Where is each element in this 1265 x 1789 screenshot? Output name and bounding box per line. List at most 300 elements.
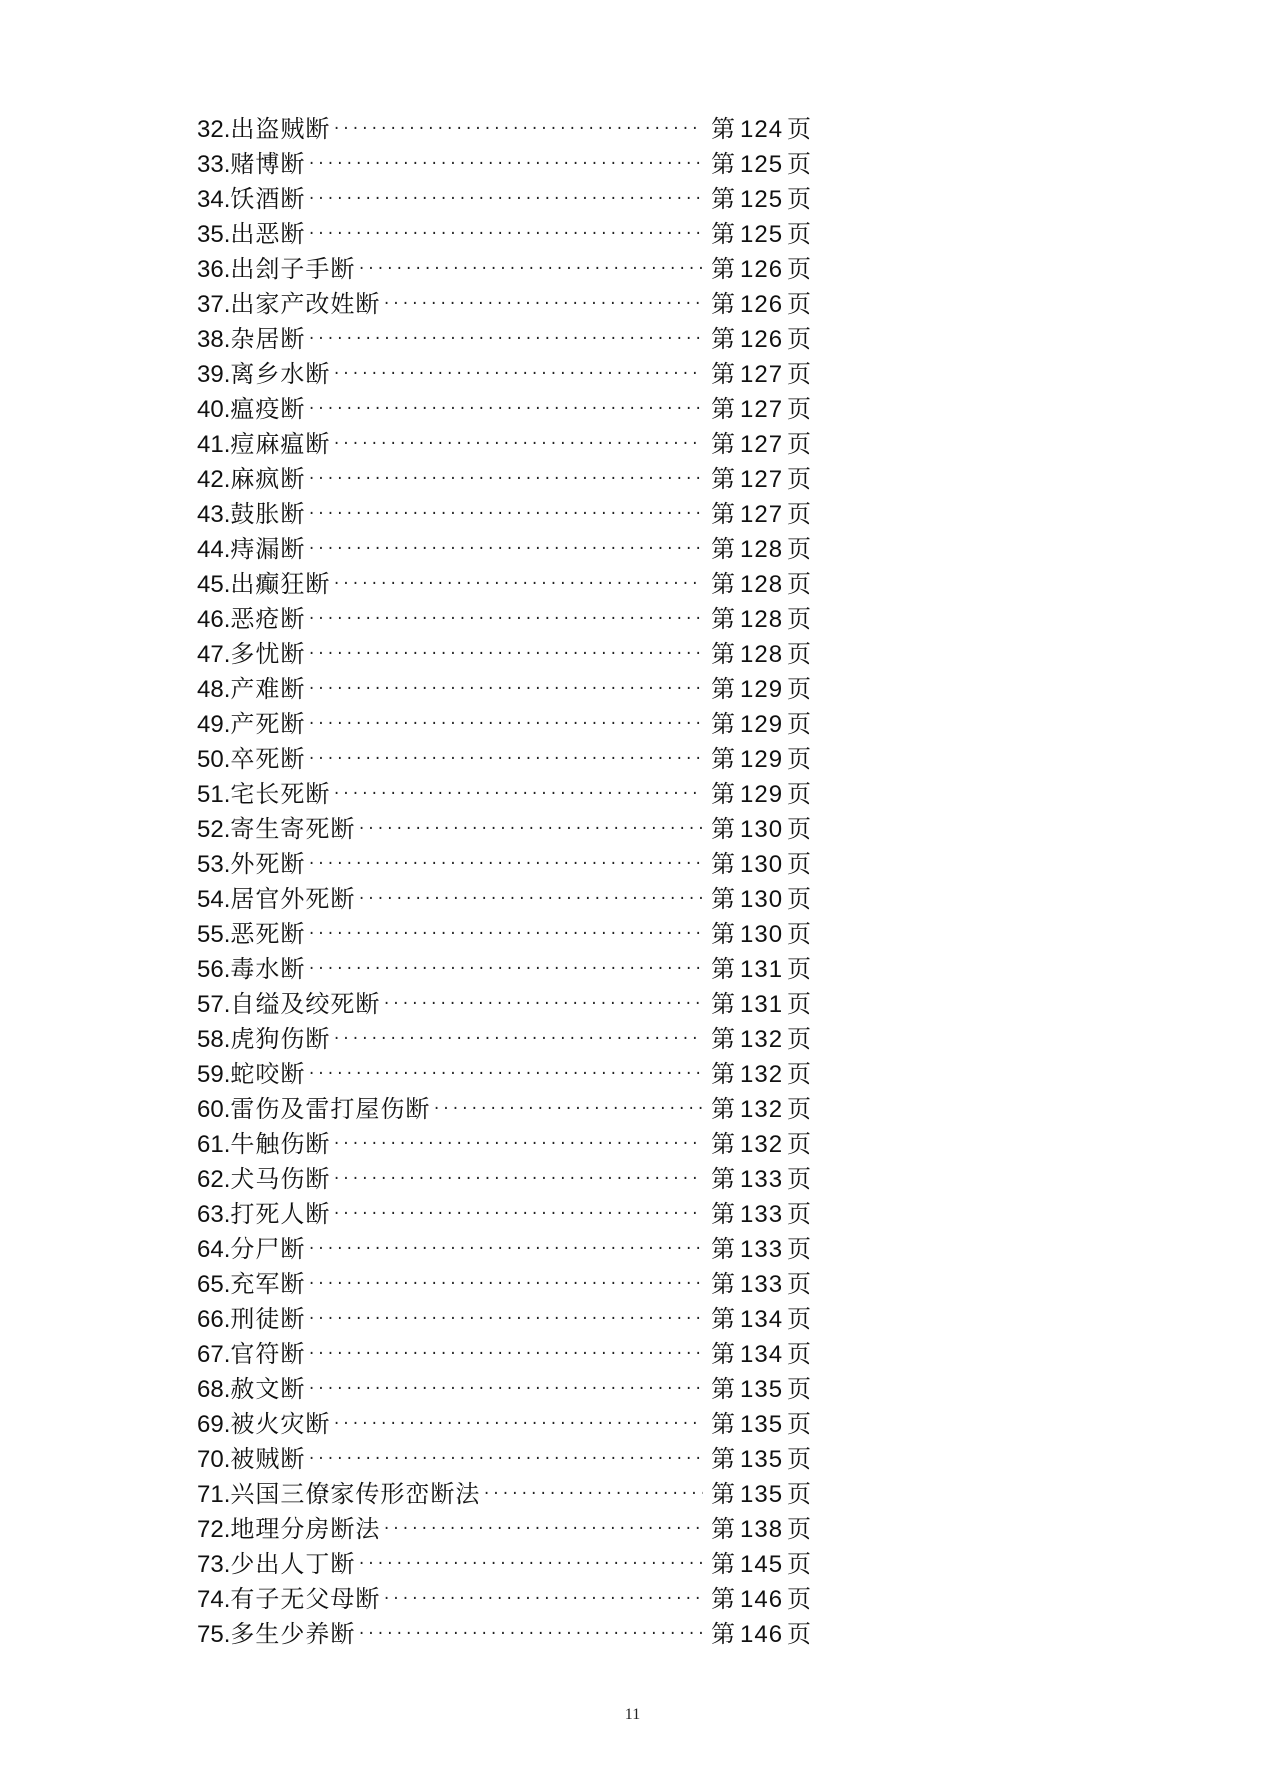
toc-entry-title: 赦文断: [230, 1375, 306, 1403]
dot-leader: [357, 252, 703, 287]
toc-entry-page: [711, 882, 817, 917]
toc-entry[interactable]: [197, 742, 817, 777]
page-value: 135: [740, 1376, 784, 1403]
dot-leader: [332, 112, 703, 147]
page-prefix: 第: [711, 885, 736, 913]
dot-leader: [307, 917, 703, 952]
page-suffix: 页: [787, 955, 813, 983]
page-prefix: 第: [711, 150, 736, 178]
toc-entry-title: 产死断: [230, 710, 306, 738]
page-suffix: 页: [787, 1340, 813, 1368]
page-suffix: 页: [787, 465, 813, 493]
toc-entry-page: [711, 1372, 817, 1407]
toc-entry[interactable]: [197, 217, 817, 252]
toc-entry-title: 多忧断: [230, 640, 306, 668]
toc-entry[interactable]: [197, 952, 817, 987]
toc-entry-page: [711, 287, 817, 322]
page-prefix: 第: [711, 1305, 736, 1333]
toc-entry-title: 打死人断: [230, 1200, 331, 1228]
page-prefix: 第: [711, 1480, 736, 1508]
toc-entry-title: 地理分房断法: [230, 1515, 381, 1543]
toc-entry-number: 56.: [197, 956, 231, 983]
toc-entry-page: [711, 147, 817, 182]
toc-entry-title: 蛇咬断: [230, 1060, 306, 1088]
page-prefix: 第: [711, 115, 736, 143]
toc-entry-page: [711, 567, 817, 602]
toc-entry[interactable]: [197, 672, 817, 707]
page-value: 130: [740, 921, 784, 948]
page-value: 129: [740, 781, 784, 808]
toc-entry[interactable]: [197, 287, 817, 322]
dot-leader: [307, 147, 703, 182]
toc-entry-number: 47.: [197, 641, 231, 668]
page-prefix: 第: [711, 290, 736, 318]
toc-entry-title: 官符断: [230, 1340, 306, 1368]
toc-entry-title: 被贼断: [230, 1445, 306, 1473]
toc-entry[interactable]: [197, 1057, 817, 1092]
dot-leader: [307, 742, 703, 777]
page-prefix: 第: [711, 1375, 736, 1403]
toc-entry-number: 38.: [197, 326, 231, 353]
page-prefix: 第: [711, 395, 736, 423]
dot-leader: [332, 1162, 703, 1197]
page-suffix: 页: [787, 325, 813, 353]
page-suffix: 页: [787, 1025, 813, 1053]
page-suffix: 页: [787, 430, 813, 458]
page-number: 11: [624, 1706, 641, 1723]
toc-entry-number: 39.: [197, 361, 231, 388]
toc-entry-page: [711, 1162, 817, 1197]
toc-entry-page: [711, 357, 817, 392]
page-value: 126: [740, 326, 784, 353]
page-value: 125: [740, 186, 784, 213]
toc-entry-number: 68.: [197, 1376, 231, 1403]
toc-entry-title: 刑徒断: [230, 1305, 306, 1333]
toc-entry[interactable]: [197, 1477, 817, 1512]
page-suffix: 页: [787, 1165, 813, 1193]
toc-entry[interactable]: [197, 1547, 817, 1582]
dot-leader: [332, 1197, 703, 1232]
page-prefix: 第: [711, 360, 736, 388]
page-prefix: 第: [711, 640, 736, 668]
page-suffix: 页: [787, 395, 813, 423]
toc-entry[interactable]: [197, 917, 817, 952]
toc-entry-title: 多生少养断: [230, 1620, 356, 1648]
dot-leader: [307, 497, 703, 532]
page-prefix: 第: [711, 850, 736, 878]
page-prefix: 第: [711, 1515, 736, 1543]
dot-leader: [307, 707, 703, 742]
toc-entry-title: 出家产改姓断: [230, 290, 381, 318]
dot-leader: [307, 1442, 703, 1477]
toc-entry-number: 54.: [197, 886, 231, 913]
page-value: 134: [740, 1341, 784, 1368]
toc-entry-title: 离乡水断: [230, 360, 331, 388]
toc-entry[interactable]: [197, 1512, 817, 1547]
toc-entry-number: 74.: [197, 1586, 231, 1613]
toc-entry-title: 卒死断: [230, 745, 306, 773]
toc-entry-number: 53.: [197, 851, 231, 878]
page-prefix: 第: [711, 1270, 736, 1298]
toc-entry-page: [711, 847, 817, 882]
toc-entry[interactable]: [197, 357, 817, 392]
page-suffix: 页: [787, 920, 813, 948]
page-prefix: 第: [711, 1550, 736, 1578]
toc-entry-number: 65.: [197, 1271, 231, 1298]
page-suffix: 页: [787, 640, 813, 668]
toc-entry-page: [711, 112, 817, 147]
page-suffix: 页: [787, 710, 813, 738]
toc-entry-title: 分尸断: [230, 1235, 306, 1263]
toc-entry-page: [711, 1512, 817, 1547]
page-suffix: 页: [787, 780, 813, 808]
toc-entry-number: 51.: [197, 781, 231, 808]
toc-entry[interactable]: [197, 1582, 817, 1617]
toc-entry-title: 少出人丁断: [230, 1550, 356, 1578]
dot-leader: [382, 987, 703, 1022]
dot-leader: [332, 1022, 703, 1057]
toc-entry-page: [711, 1057, 817, 1092]
page-suffix: 页: [787, 115, 813, 143]
toc-entry[interactable]: [197, 847, 817, 882]
dot-leader: [332, 1127, 703, 1162]
toc-entry-number: 44.: [197, 536, 231, 563]
toc-entry-page: [711, 182, 817, 217]
page-suffix: 页: [787, 675, 813, 703]
page-value: 128: [740, 641, 784, 668]
dot-leader: [332, 427, 703, 462]
toc-entry-number: 34.: [197, 186, 231, 213]
toc-entry-title: 虎狗伤断: [230, 1025, 331, 1053]
page-prefix: 第: [711, 1130, 736, 1158]
page-prefix: 第: [711, 1340, 736, 1368]
dot-leader: [357, 812, 703, 847]
toc-entry-number: 46.: [197, 606, 231, 633]
page-suffix: 页: [787, 535, 813, 563]
toc-entry-page: [711, 812, 817, 847]
toc-entry[interactable]: [197, 1302, 817, 1337]
toc-entry-page: [711, 427, 817, 462]
toc-entry[interactable]: [197, 1232, 817, 1267]
toc-entry-page: [711, 987, 817, 1022]
toc-entry[interactable]: [197, 112, 817, 147]
toc-entry-page: [711, 1407, 817, 1442]
toc-entry-title: 鼓胀断: [230, 500, 306, 528]
page-value: 129: [740, 676, 784, 703]
page-prefix: 第: [711, 1165, 736, 1193]
dot-leader: [307, 847, 703, 882]
page-value: 132: [740, 1096, 784, 1123]
toc-entry[interactable]: [197, 497, 817, 532]
toc-entry-number: 52.: [197, 816, 231, 843]
toc-entry[interactable]: [197, 567, 817, 602]
toc-entry-number: 48.: [197, 676, 231, 703]
page-suffix: 页: [787, 815, 813, 843]
page-value: 130: [740, 886, 784, 913]
toc-entry-number: 32.: [197, 116, 231, 143]
page-suffix: 页: [787, 745, 813, 773]
toc-entry-title: 杂居断: [230, 325, 306, 353]
toc-entry[interactable]: [197, 147, 817, 182]
toc-entry-title: 出盗贼断: [230, 115, 331, 143]
toc-entry-page: [711, 672, 817, 707]
page-value: 125: [740, 151, 784, 178]
toc-entry-number: 49.: [197, 711, 231, 738]
dot-leader: [307, 1057, 703, 1092]
toc-entry-page: [711, 952, 817, 987]
page-prefix: 第: [711, 430, 736, 458]
page-suffix: 页: [787, 1130, 813, 1158]
dot-leader: [382, 1512, 703, 1547]
page-value: 127: [740, 431, 784, 458]
toc-entry-page: [711, 252, 817, 287]
toc-entry[interactable]: [197, 1337, 817, 1372]
toc-entry-page: [711, 532, 817, 567]
toc-entry-title: 雷伤及雷打屋伤断: [230, 1095, 431, 1123]
page-suffix: 页: [787, 1515, 813, 1543]
dot-leader: [482, 1477, 703, 1512]
dot-leader: [307, 952, 703, 987]
page-suffix: 页: [787, 1550, 813, 1578]
toc-entry[interactable]: [197, 532, 817, 567]
toc-entry-title: 恶死断: [230, 920, 306, 948]
toc-entry[interactable]: [197, 322, 817, 357]
toc-entry-title: 被火灾断: [230, 1410, 331, 1438]
toc-entry-number: 37.: [197, 291, 231, 318]
page-value: 129: [740, 746, 784, 773]
page-suffix: 页: [787, 1270, 813, 1298]
toc-entry[interactable]: [197, 812, 817, 847]
toc-entry-page: [711, 392, 817, 427]
page-value: 128: [740, 536, 784, 563]
dot-leader: [332, 1407, 703, 1442]
toc-entry-number: 69.: [197, 1411, 231, 1438]
toc-entry-title: 出刽子手断: [230, 255, 356, 283]
page-prefix: 第: [711, 220, 736, 248]
toc-entry[interactable]: [197, 1617, 817, 1652]
dot-leader: [307, 392, 703, 427]
page-value: 127: [740, 466, 784, 493]
page-prefix: 第: [711, 990, 736, 1018]
toc-entry-number: 70.: [197, 1446, 231, 1473]
toc-entry-title: 痔漏断: [230, 535, 306, 563]
toc-entry[interactable]: [197, 602, 817, 637]
toc-entry-title: 赌博断: [230, 150, 306, 178]
dot-leader: [307, 462, 703, 497]
dot-leader: [382, 287, 703, 322]
toc-entry-page: [711, 917, 817, 952]
page-value: 133: [740, 1201, 784, 1228]
toc-entry[interactable]: [197, 182, 817, 217]
page-value: 128: [740, 606, 784, 633]
toc-entry-title: 寄生寄死断: [230, 815, 356, 843]
toc-entry-title: 兴国三僚家传形峦断法: [230, 1480, 481, 1508]
page-prefix: 第: [711, 1620, 736, 1648]
toc-entry[interactable]: [197, 1442, 817, 1477]
toc-entry-number: 35.: [197, 221, 231, 248]
page-suffix: 页: [787, 850, 813, 878]
page-prefix: 第: [711, 255, 736, 283]
toc-entry-title: 外死断: [230, 850, 306, 878]
toc-entry-number: 73.: [197, 1551, 231, 1578]
page-value: 133: [740, 1166, 784, 1193]
toc-entry-page: [711, 777, 817, 812]
dot-leader: [307, 1337, 703, 1372]
toc-entry-title: 出恶断: [230, 220, 306, 248]
toc-entry[interactable]: [197, 1162, 817, 1197]
toc-entry-page: [711, 742, 817, 777]
dot-leader: [307, 217, 703, 252]
toc-entry-number: 63.: [197, 1201, 231, 1228]
dot-leader: [307, 322, 703, 357]
toc-entry-title: 出癫狂断: [230, 570, 331, 598]
page-value: 135: [740, 1481, 784, 1508]
dot-leader: [382, 1582, 703, 1617]
page-value: 130: [740, 851, 784, 878]
toc-entry[interactable]: [197, 1197, 817, 1232]
toc-entry-number: 62.: [197, 1166, 231, 1193]
toc-entry-number: 58.: [197, 1026, 231, 1053]
toc-entry-page: [711, 462, 817, 497]
page-value: 125: [740, 221, 784, 248]
toc-entry-page: [711, 1617, 817, 1652]
page-value: 130: [740, 816, 784, 843]
toc-entry[interactable]: [197, 1092, 817, 1127]
dot-leader: [307, 182, 703, 217]
toc-entry-number: 67.: [197, 1341, 231, 1368]
dot-leader: [357, 882, 703, 917]
toc-entry-page: [711, 1582, 817, 1617]
toc-entry-title: 充军断: [230, 1270, 306, 1298]
dot-leader: [357, 1617, 703, 1652]
page-suffix: 页: [787, 570, 813, 598]
toc-entry-page: [711, 1302, 817, 1337]
toc-entry-number: 66.: [197, 1306, 231, 1333]
toc-entry-number: 72.: [197, 1516, 231, 1543]
toc-entry[interactable]: [197, 882, 817, 917]
page-suffix: 页: [787, 885, 813, 913]
toc-entry-title: 毒水断: [230, 955, 306, 983]
page-value: 131: [740, 956, 784, 983]
page-value: 138: [740, 1516, 784, 1543]
toc-entry-page: [711, 1022, 817, 1057]
toc-entry-number: 64.: [197, 1236, 231, 1263]
toc-entry-page: [711, 322, 817, 357]
page-value: 133: [740, 1236, 784, 1263]
toc-entry[interactable]: [197, 987, 817, 1022]
page-suffix: 页: [787, 1235, 813, 1263]
dot-leader: [432, 1092, 703, 1127]
toc-entry-number: 33.: [197, 151, 231, 178]
toc-entry[interactable]: [197, 637, 817, 672]
page-value: 133: [740, 1271, 784, 1298]
page-value: 132: [740, 1131, 784, 1158]
page-prefix: 第: [711, 780, 736, 808]
toc-entry-title: 痘麻瘟断: [230, 430, 331, 458]
page-prefix: 第: [711, 535, 736, 563]
page-suffix: 页: [787, 1410, 813, 1438]
toc-entry-number: 50.: [197, 746, 231, 773]
toc-entry[interactable]: [197, 707, 817, 742]
dot-leader: [307, 672, 703, 707]
toc-entry[interactable]: [197, 777, 817, 812]
page-suffix: 页: [787, 500, 813, 528]
toc-entry-title: 自缢及绞死断: [230, 990, 381, 1018]
page-suffix: 页: [787, 1200, 813, 1228]
toc-entry[interactable]: [197, 427, 817, 462]
toc-entry-number: 36.: [197, 256, 231, 283]
toc-entry[interactable]: [197, 392, 817, 427]
toc-entry[interactable]: [197, 1022, 817, 1057]
toc-entry[interactable]: [197, 462, 817, 497]
page-value: 131: [740, 991, 784, 1018]
dot-leader: [307, 1372, 703, 1407]
toc-entry[interactable]: [197, 1267, 817, 1302]
page-suffix: 页: [787, 605, 813, 633]
toc-entry-number: 42.: [197, 466, 231, 493]
page-suffix: 页: [787, 1095, 813, 1123]
page-suffix: 页: [787, 220, 813, 248]
toc-entry-title: 居官外死断: [230, 885, 356, 913]
toc-entry[interactable]: [197, 1127, 817, 1162]
page-value: 146: [740, 1621, 784, 1648]
dot-leader: [307, 602, 703, 637]
dot-leader: [307, 1267, 703, 1302]
page-prefix: 第: [711, 745, 736, 773]
dot-leader: [357, 1547, 703, 1582]
page-value: 129: [740, 711, 784, 738]
toc-entry-page: [711, 602, 817, 637]
page-suffix: 页: [787, 1375, 813, 1403]
toc-entry-title: 产难断: [230, 675, 306, 703]
page-prefix: 第: [711, 1235, 736, 1263]
page-prefix: 第: [711, 1445, 736, 1473]
page-value: 126: [740, 256, 784, 283]
page-suffix: 页: [787, 1585, 813, 1613]
toc-entry-number: 60.: [197, 1096, 231, 1123]
toc-entry-number: 40.: [197, 396, 231, 423]
toc-entry-number: 57.: [197, 991, 231, 1018]
dot-leader: [307, 532, 703, 567]
page-prefix: 第: [711, 955, 736, 983]
toc-entry-title: 恶疮断: [230, 605, 306, 633]
toc-entry-page: [711, 1477, 817, 1512]
page-value: 127: [740, 361, 784, 388]
toc-entry-title: 牛触伤断: [230, 1130, 331, 1158]
page-value: 127: [740, 501, 784, 528]
toc-entry[interactable]: [197, 1407, 817, 1442]
page-prefix: 第: [711, 570, 736, 598]
toc-entry-number: 75.: [197, 1621, 231, 1648]
toc-entry-page: [711, 217, 817, 252]
page-prefix: 第: [711, 1060, 736, 1088]
toc-entry-page: [711, 637, 817, 672]
page-prefix: 第: [711, 675, 736, 703]
page-prefix: 第: [711, 1095, 736, 1123]
toc-entry-number: 41.: [197, 431, 231, 458]
toc-entry[interactable]: [197, 1372, 817, 1407]
dot-leader: [332, 777, 703, 812]
page-prefix: 第: [711, 185, 736, 213]
toc-entry-title: 有子无父母断: [230, 1585, 381, 1613]
page-prefix: 第: [711, 605, 736, 633]
page-value: 128: [740, 571, 784, 598]
dot-leader: [332, 357, 703, 392]
page-value: 127: [740, 396, 784, 423]
page-suffix: 页: [787, 255, 813, 283]
toc-entry[interactable]: [197, 252, 817, 287]
page-value: 124: [740, 116, 784, 143]
